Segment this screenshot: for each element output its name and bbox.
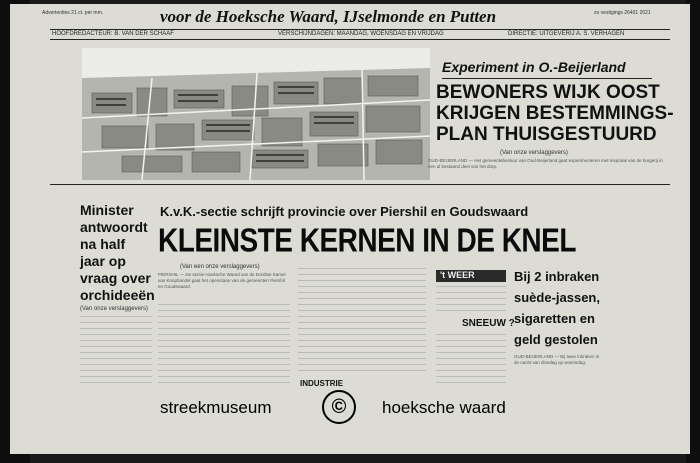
subbar-editor: HOOFDREDACTEUR: B. VAN DER SCHAAF (52, 31, 174, 37)
weather-label: 't WEER (440, 270, 475, 280)
section-divider (50, 184, 670, 185)
side-headline-line-2: antwoordt (80, 219, 148, 235)
crime-headline-line-1: Bij 2 inbraken (514, 269, 600, 284)
lead-headline-line-1: BEWONERS WIJK OOST (436, 82, 660, 103)
crime-story-headline (514, 266, 600, 350)
side-story-body (80, 316, 152, 386)
masthead-left-note: Advertenties 21 ct. per mm. (42, 10, 104, 16)
main-story-subheadline: K.v.K.-sectie schrijft provincie over Piershil en Goudswaard (160, 204, 529, 219)
crime-headline-line-4: geld gestolen (514, 332, 598, 347)
side-headline-line-6: orchideeën (80, 287, 155, 303)
kicker-divider (442, 78, 652, 79)
masthead-right-note: zo vestigings 26401 2021 (594, 10, 651, 16)
watermark-left: streekmuseum (160, 398, 272, 417)
side-story-byline: (Van onze verslaggevers) (80, 306, 148, 312)
masthead-title: voor de Hoeksche Waard, IJselmonde en Putten (160, 7, 497, 26)
side-headline-line-3: na half (80, 236, 126, 252)
crime-headline-line-2: suède-jassen, (514, 290, 600, 305)
side-headline-line-4: jaar op (80, 253, 126, 269)
newspaper-page (10, 4, 690, 454)
lead-story-kicker: Experiment in O.-Beijerland (442, 59, 626, 75)
subbar-publication-days: VERSCHIJNDAGEN: MAANDAG, WOENSDAG EN VRIJDAG (278, 31, 444, 37)
lead-headline-line-2: KRIJGEN BESTEMMINGS- (436, 103, 674, 124)
right-column-text (606, 190, 676, 380)
aerial-photo-oud-beijerland (82, 48, 430, 180)
lead-story-body: OUD-BEIJERLAND — Het gemeentebestuur van Oud-Beijerland gaat experimenteren met inspraak van de burgerij in een al bestaand deel van het dorp. (428, 158, 663, 169)
watermark-right: hoeksche waard (382, 398, 506, 417)
side-headline-line-5: vraag over (80, 270, 151, 286)
lead-story-byline: (Van onze verslaggevers) (500, 150, 568, 156)
weather-body-text (436, 334, 506, 384)
aerial-photo-drawing (82, 48, 430, 180)
main-story-headline: KLEINSTE KERNEN IN DE KNEL (158, 222, 576, 259)
weather-intro-text (436, 286, 506, 314)
copyright-icon: © (322, 390, 356, 424)
crime-story-body: OUD-BEIJERLAND — Bij twee inbraken in de nacht van dinsdag op woensdag. (514, 354, 600, 365)
subbar-publisher: DIRECTIE: UITGEVERIJ A. S. VERHAGEN (508, 31, 625, 37)
main-story-column-2 (298, 268, 426, 376)
weather-title: SNEEUW ? (462, 318, 515, 329)
lead-headline-line-3: PLAN THUISGESTUURD (436, 124, 657, 145)
side-story-headline (80, 202, 155, 304)
main-story-column-1 (158, 304, 290, 384)
side-headline-line-1: Minister (80, 202, 134, 218)
crime-headline-line-3: sigaretten en (514, 311, 595, 326)
main-story-byline: (Van een onze verslaggevers) (180, 264, 260, 270)
main-story-crosshead: INDUSTRIE (300, 379, 344, 388)
main-story-body: PIERSHIL — De sectie Hoeksche Waard van de Dordtse Kamer van Koophandel gaat het openstaan van de gemeenten Piershil en Goudswaard. (158, 272, 286, 289)
lead-story-headline (436, 82, 674, 145)
masthead-subbar (50, 29, 670, 40)
